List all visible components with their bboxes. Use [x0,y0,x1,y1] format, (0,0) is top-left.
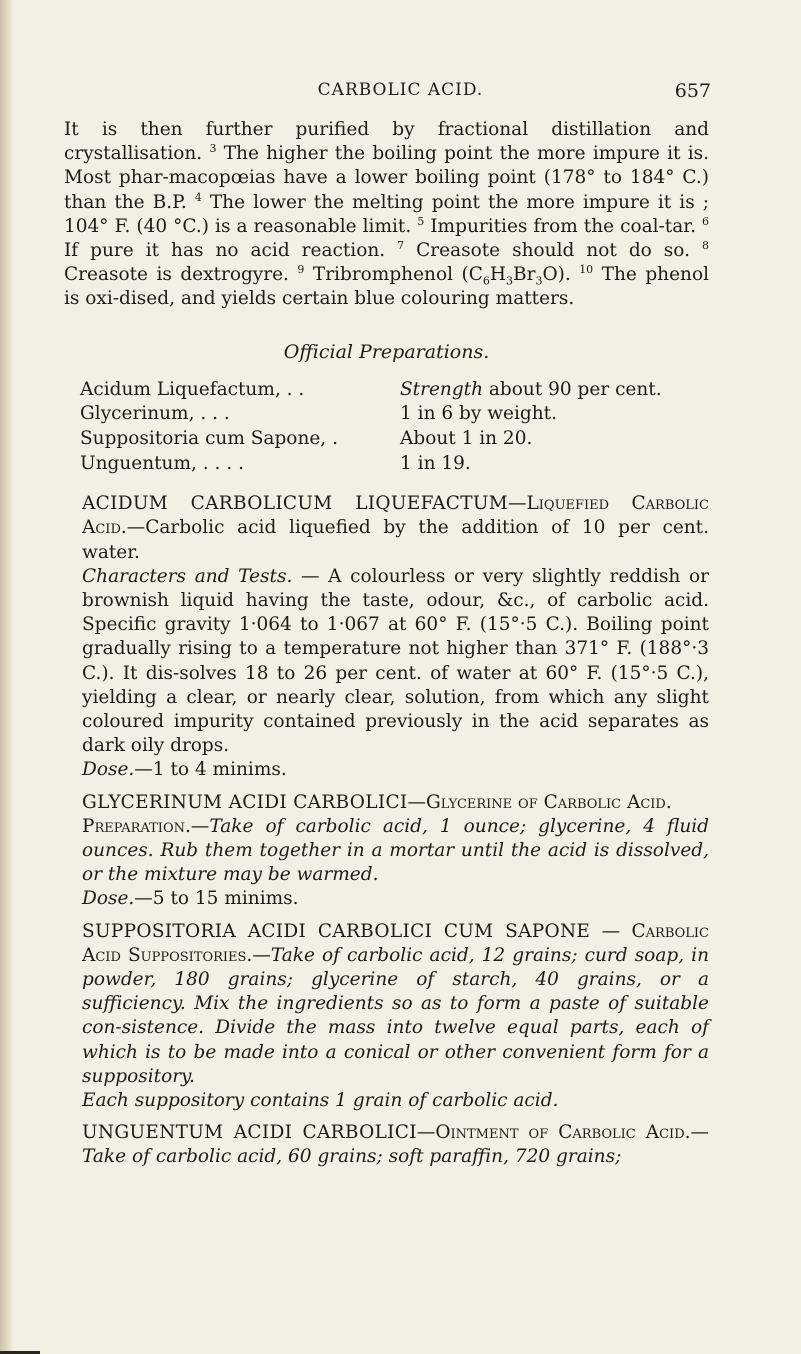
entry-title-paragraph [64,920,709,1089]
entry-title-paragraph [64,791,709,815]
each-text: Each suppository contains 1 grain of carbolic acid. [82,1090,559,1112]
note-marker: 4 [194,190,202,204]
preparation-name: Unguentum, . . . . [80,452,244,474]
each-paragraph [64,1089,709,1113]
value-label: Strength [400,378,484,400]
entry-acidum-liquefactum [64,492,709,782]
entry-title: SUPPOSITORIA ACIDI CARBOLICI CUM SAPONE [82,920,591,942]
value-text: about 90 per cent. [483,378,662,400]
text: The phenol is oxi-dised, and yields certain blue colouring matters. [64,264,709,310]
text: The lower the melting point the more impure it is ; 104° F. (40 °C.) is a reasonable limit. [64,191,709,237]
text: Creasote is dextrogyre. [64,264,289,286]
text: Impurities from the coal-tar. [430,215,696,237]
note-marker: 10 [579,263,594,277]
note-marker: 7 [397,238,405,252]
entry-subtitle: —Liquefied Carbolic Acid. [82,493,709,539]
official-preparations-heading: Official Preparations. [283,340,490,363]
formula-part: Tribromphenol (C [312,264,483,286]
dose-paragraph [64,758,709,782]
text: If pure it has no acid reaction. [64,240,386,262]
note-marker: 8 [702,238,709,252]
formula-subscript: 6 [482,274,490,288]
body-text [64,118,709,1170]
note-marker: 5 [417,214,425,228]
characters-text: — A colourless or very slightly reddish or brownish liquid having the taste, odour, &c., of carbolic acid. Specific gravity 1·064 to 1·067 at 60° F. (15°·5 C.). Boiling point gradually rising to a temperature not higher than 371° F. (188°·3 C.). It dis-solves 18 to 26 per cent. of water at 60° F. (15°·5 C.), yielding a clear, or nearly clear, solution, from which any slight coloured impurity contained previously in the acid separates as dark oily drops. [82,565,709,757]
preparation-text: —Take of carbolic acid, 60 grains; soft paraffin, 720 grains; [82,1122,709,1168]
dose-label: Dose. [82,888,135,910]
entry-subtitle: —Glycerine of Carbolic Acid. [407,791,672,813]
value-text: 1 in 6 by weight. [400,403,557,425]
footnotes-paragraph [64,118,709,312]
preparation-text: —Take of carbolic acid, 12 grains; curd soap, in powder, 180 grains; glycerine of starch, 40 grains, or a sufficiency. Mix the ingredients so as to form a paste of suitable con-sistence. Divide the mass into twelve equal parts, each of which is to be made into a conical or other convenient form for a suppository. [82,944,709,1087]
value-text: About 1 in 20. [400,428,533,450]
preparation-value [400,452,709,477]
formula-part: H [489,264,506,286]
entry-title: UNGUENTUM ACIDI CARBOLICI [82,1122,417,1144]
note-marker: 3 [209,142,217,156]
note-marker: 6 [701,214,709,228]
entry-suppositoria [64,920,709,1114]
preparation-name: Suppositoria cum Sapone, . [80,428,338,450]
dose-paragraph [64,887,709,911]
preparation-row [80,452,709,477]
characters-label: Characters and Tests. [82,565,293,587]
entry-title-paragraph [64,1121,709,1169]
entry-title-paragraph [64,492,709,565]
preparation-value [400,427,709,452]
page-gutter [0,0,14,1354]
preparation-value [400,378,709,403]
characters-paragraph [64,565,709,759]
running-head [0,80,801,104]
running-title: CARBOLIC ACID. [317,80,484,100]
preparation-label: Preparation. [82,815,191,837]
entry-unguentum [64,1121,709,1169]
entry-glycerinum [64,791,709,912]
dose-text: —5 to 15 minims. [134,888,299,910]
preparation-name: Glycerinum, . . . [80,403,230,425]
entry-subtitle: — Carbolic Acid Suppositories. [82,920,709,966]
entry-description: —Carbolic acid liquefied by the addition of 10 per cent. water. [82,517,709,563]
text: It is then further purified by fractional distillation and crystallisation. [64,119,709,165]
formula-part: O). [542,264,571,286]
preparation-text: —Take of carbolic acid, 1 ounce; glycerine, 4 fluid ounces. Rub them together in a mortar until the acid is dissolved, or the mixture may be warmed. [82,815,709,886]
text: The higher the boiling point the more impure it is. Most phar-macopœias have a lower boiling point (178° to 184° C.) than the B.P. [64,143,710,213]
value-text: 1 in 19. [400,452,471,474]
dose-label: Dose. [82,759,135,781]
preparation-paragraph [64,815,709,888]
entry-title: ACIDUM CARBOLICUM LIQUEFACTUM [82,493,508,515]
formula-subscript: 3 [535,274,543,288]
preparation-value [400,402,709,427]
formula-part: Br [513,264,536,286]
text: Creasote should not do so. [416,240,690,262]
preparations-table [64,378,709,476]
formula-subscript: 3 [506,274,513,288]
entry-subtitle: —Ointment of Carbolic Acid. [416,1122,691,1144]
preparation-row [80,427,709,452]
entry-title: GLYCERINUM ACIDI CARBOLICI [82,791,408,813]
preparation-row [80,402,709,427]
preparation-name: Acidum Liquefactum, . . [80,378,305,400]
preparation-row [80,378,709,403]
dose-text: —1 to 4 minims. [134,759,287,781]
page-number: 657 [674,80,711,102]
note-marker: 9 [297,263,305,277]
